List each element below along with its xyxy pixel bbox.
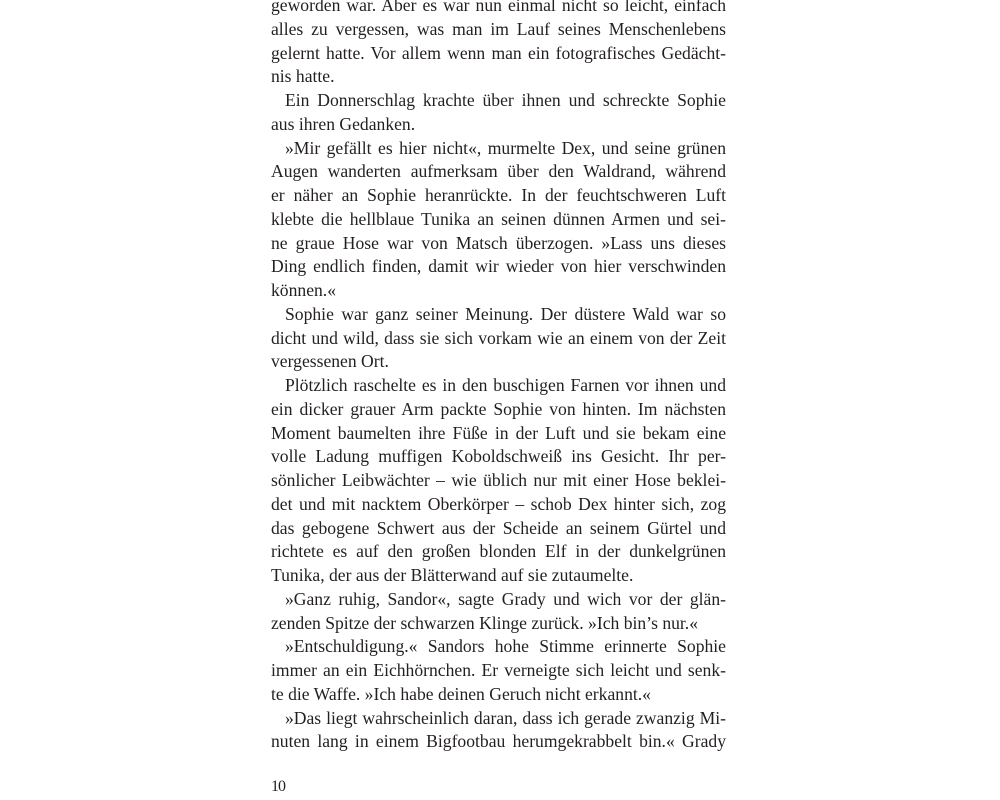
text-line: richtete es auf den großen blonden Elf in der dunkelgrünen — [271, 541, 726, 562]
text-line: aus ihren Gedanken. — [271, 113, 416, 134]
text-line: nis hatte. — [271, 66, 335, 87]
text-line: ein dicker grauer Arm packte Sophie von hinten. Im nächsten — [271, 398, 726, 419]
text-line: Ding endlich finden, damit wir wieder von hier verschwinden — [271, 256, 726, 277]
text-line: Ein Donnerschlag krachte über ihnen und schreckte Sophie — [285, 90, 726, 110]
text-line: nuten lang in einem Bigfootbau herumgekrabbelt bin.« Grady — [271, 731, 726, 752]
text-line: sönlicher Leibwächter – wie üblich nur mit einer Hose beklei- — [271, 470, 726, 490]
body-text — [271, 0, 726, 754]
text-line: »Entschuldigung.« Sandors hohe Stimme erinnerte Sophie — [285, 636, 726, 657]
text-line: te die Waffe. »Ich habe deinen Geruch nicht erkannt.« — [271, 683, 651, 704]
text-line: können.« — [271, 280, 336, 300]
text-line: volle Ladung muffigen Koboldschweiß ins Gesicht. Ihr per- — [271, 446, 726, 467]
text-line: »Ganz ruhig, Sandor«, sagte Grady und wich vor der glän- — [285, 588, 726, 609]
text-line: »Das liegt wahrscheinlich daran, dass ich gerade zwanzig Mi- — [285, 707, 726, 728]
text-line: immer an ein Eichhörnchen. Er verneigte sich leicht und senk- — [271, 660, 726, 680]
text-line: Plötzlich raschelte es in den buschigen Farnen vor ihnen und — [285, 375, 726, 395]
page-number: 10 — [271, 778, 285, 795]
text-line: das gebogene Schwert aus der Scheide an seinem Gürtel und — [271, 517, 726, 538]
text-line: er näher an Sophie heranrückte. In der feuchtschweren Luft — [271, 185, 726, 205]
text-line: Augen wanderten aufmerksam über den Waldrand, während — [271, 161, 726, 182]
text-line: geworden war. Aber es war nun einmal nicht so leicht, einfach — [271, 0, 726, 15]
text-line: gelernt hatte. Vor allem wenn man ein fotografisches Gedächt- — [271, 42, 726, 63]
text-line: Sophie war ganz seiner Meinung. Der düstere Wald war so — [285, 303, 726, 324]
text-line: klebte die hellblaue Tunika an seinen dünnen Armen und sei- — [271, 208, 726, 229]
text-line: det und mit nacktem Oberkörper – schob Dex hinter sich, zog — [271, 493, 726, 514]
text-line: zenden Spitze der schwarzen Klinge zurück. »Ich bin’s nur.« — [271, 612, 698, 633]
text-line: Moment baumelten ihre Füße in der Luft und sie bekam eine — [271, 422, 726, 443]
text-line: Tunika, der aus der Blätterwand auf sie zutaumelte. — [271, 565, 634, 585]
text-line: dicht und wild, dass sie sich vorkam wie an einem von der Zeit — [271, 327, 726, 348]
text-line: »Mir gefällt es hier nicht«, murmelte Dex, und seine grünen — [285, 137, 726, 158]
text-line: alles zu vergessen, was man im Lauf seines Menschenlebens — [271, 18, 726, 39]
text-line: vergessenen Ort. — [271, 351, 389, 372]
text-line: ne graue Hose war von Matsch überzogen. »Lass uns dieses — [271, 232, 726, 253]
